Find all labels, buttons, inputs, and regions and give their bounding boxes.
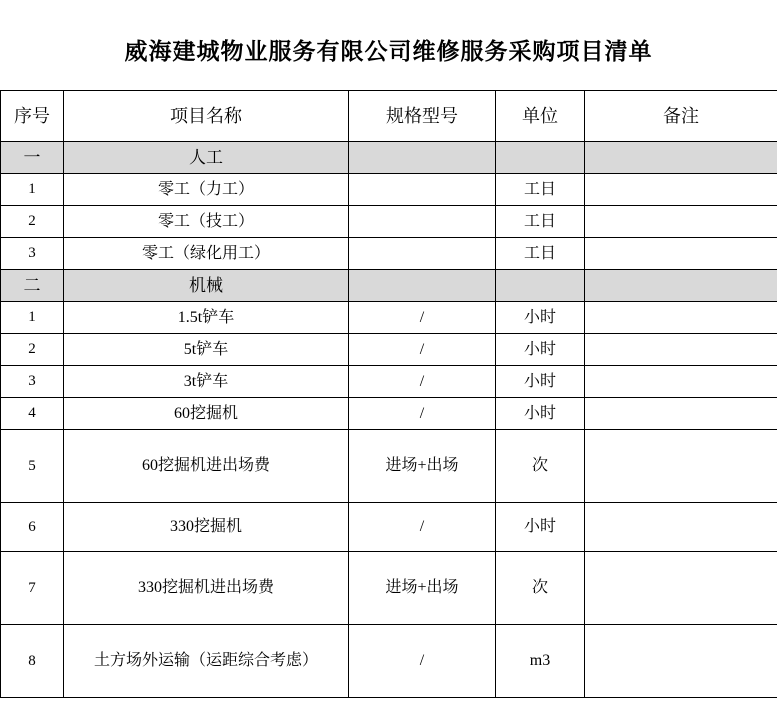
cell-unit: m3 <box>496 625 585 698</box>
cell-seq: 6 <box>1 503 64 552</box>
cell-spec <box>349 174 496 206</box>
cell-name: 机械 <box>64 270 349 302</box>
cell-unit: 工日 <box>496 238 585 270</box>
cell-seq: 2 <box>1 334 64 366</box>
table-section-row <box>1 270 777 302</box>
table-body <box>1 142 777 698</box>
cell-spec: / <box>349 398 496 430</box>
cell-note <box>585 238 777 270</box>
cell-seq: 一 <box>1 142 64 174</box>
cell-seq: 二 <box>1 270 64 302</box>
cell-spec: / <box>349 625 496 698</box>
cell-spec <box>349 142 496 174</box>
page-title: 威海建城物业服务有限公司维修服务采购项目清单 <box>124 39 653 64</box>
cell-spec: / <box>349 302 496 334</box>
table-row <box>1 430 777 503</box>
cell-seq: 5 <box>1 430 64 503</box>
cell-note <box>585 625 777 698</box>
cell-seq: 1 <box>1 302 64 334</box>
table-row <box>1 625 777 698</box>
cell-name: 零工（力工） <box>64 174 349 206</box>
cell-unit <box>496 270 585 302</box>
cell-unit: 小时 <box>496 302 585 334</box>
cell-spec <box>349 238 496 270</box>
column-header-spec: 规格型号 <box>349 91 496 142</box>
table-row <box>1 334 777 366</box>
cell-note <box>585 430 777 503</box>
cell-note <box>585 302 777 334</box>
column-header-name: 项目名称 <box>64 91 349 142</box>
cell-unit: 次 <box>496 552 585 625</box>
cell-note <box>585 270 777 302</box>
cell-unit <box>496 142 585 174</box>
cell-note <box>585 503 777 552</box>
cell-spec <box>349 206 496 238</box>
cell-unit: 小时 <box>496 398 585 430</box>
cell-name: 零工（技工） <box>64 206 349 238</box>
cell-spec: / <box>349 334 496 366</box>
cell-spec: / <box>349 503 496 552</box>
cell-name: 1.5t铲车 <box>64 302 349 334</box>
cell-seq: 7 <box>1 552 64 625</box>
cell-note <box>585 552 777 625</box>
cell-name: 土方场外运输（运距综合考虑） <box>64 625 349 698</box>
cell-unit: 工日 <box>496 174 585 206</box>
cell-unit: 小时 <box>496 334 585 366</box>
table-row <box>1 206 777 238</box>
cell-seq: 3 <box>1 238 64 270</box>
table-row <box>1 174 777 206</box>
procurement-listing-table <box>0 90 777 698</box>
cell-seq: 1 <box>1 174 64 206</box>
table-header-row <box>1 91 777 142</box>
cell-seq: 3 <box>1 366 64 398</box>
cell-spec: / <box>349 366 496 398</box>
table-row <box>1 238 777 270</box>
table-row <box>1 503 777 552</box>
cell-note <box>585 334 777 366</box>
cell-name: 3t铲车 <box>64 366 349 398</box>
cell-name: 60挖掘机进出场费 <box>64 430 349 503</box>
cell-name: 60挖掘机 <box>64 398 349 430</box>
cell-spec: 进场+出场 <box>349 430 496 503</box>
table-section-row <box>1 142 777 174</box>
cell-note <box>585 174 777 206</box>
table-row <box>1 302 777 334</box>
cell-seq: 8 <box>1 625 64 698</box>
cell-unit: 小时 <box>496 503 585 552</box>
cell-name: 5t铲车 <box>64 334 349 366</box>
cell-note <box>585 398 777 430</box>
cell-note <box>585 142 777 174</box>
cell-name: 330挖掘机进出场费 <box>64 552 349 625</box>
table-row <box>1 398 777 430</box>
cell-note <box>585 366 777 398</box>
cell-name: 330挖掘机 <box>64 503 349 552</box>
column-header-seq: 序号 <box>1 91 64 142</box>
cell-name: 人工 <box>64 142 349 174</box>
cell-note <box>585 206 777 238</box>
cell-unit: 小时 <box>496 366 585 398</box>
cell-spec: 进场+出场 <box>349 552 496 625</box>
cell-spec <box>349 270 496 302</box>
cell-seq: 4 <box>1 398 64 430</box>
cell-unit: 次 <box>496 430 585 503</box>
table-header <box>1 91 777 142</box>
cell-name: 零工（绿化用工） <box>64 238 349 270</box>
cell-seq: 2 <box>1 206 64 238</box>
table-row <box>1 552 777 625</box>
column-header-unit: 单位 <box>496 91 585 142</box>
column-header-note: 备注 <box>585 91 777 142</box>
cell-unit: 工日 <box>496 206 585 238</box>
table-row <box>1 366 777 398</box>
